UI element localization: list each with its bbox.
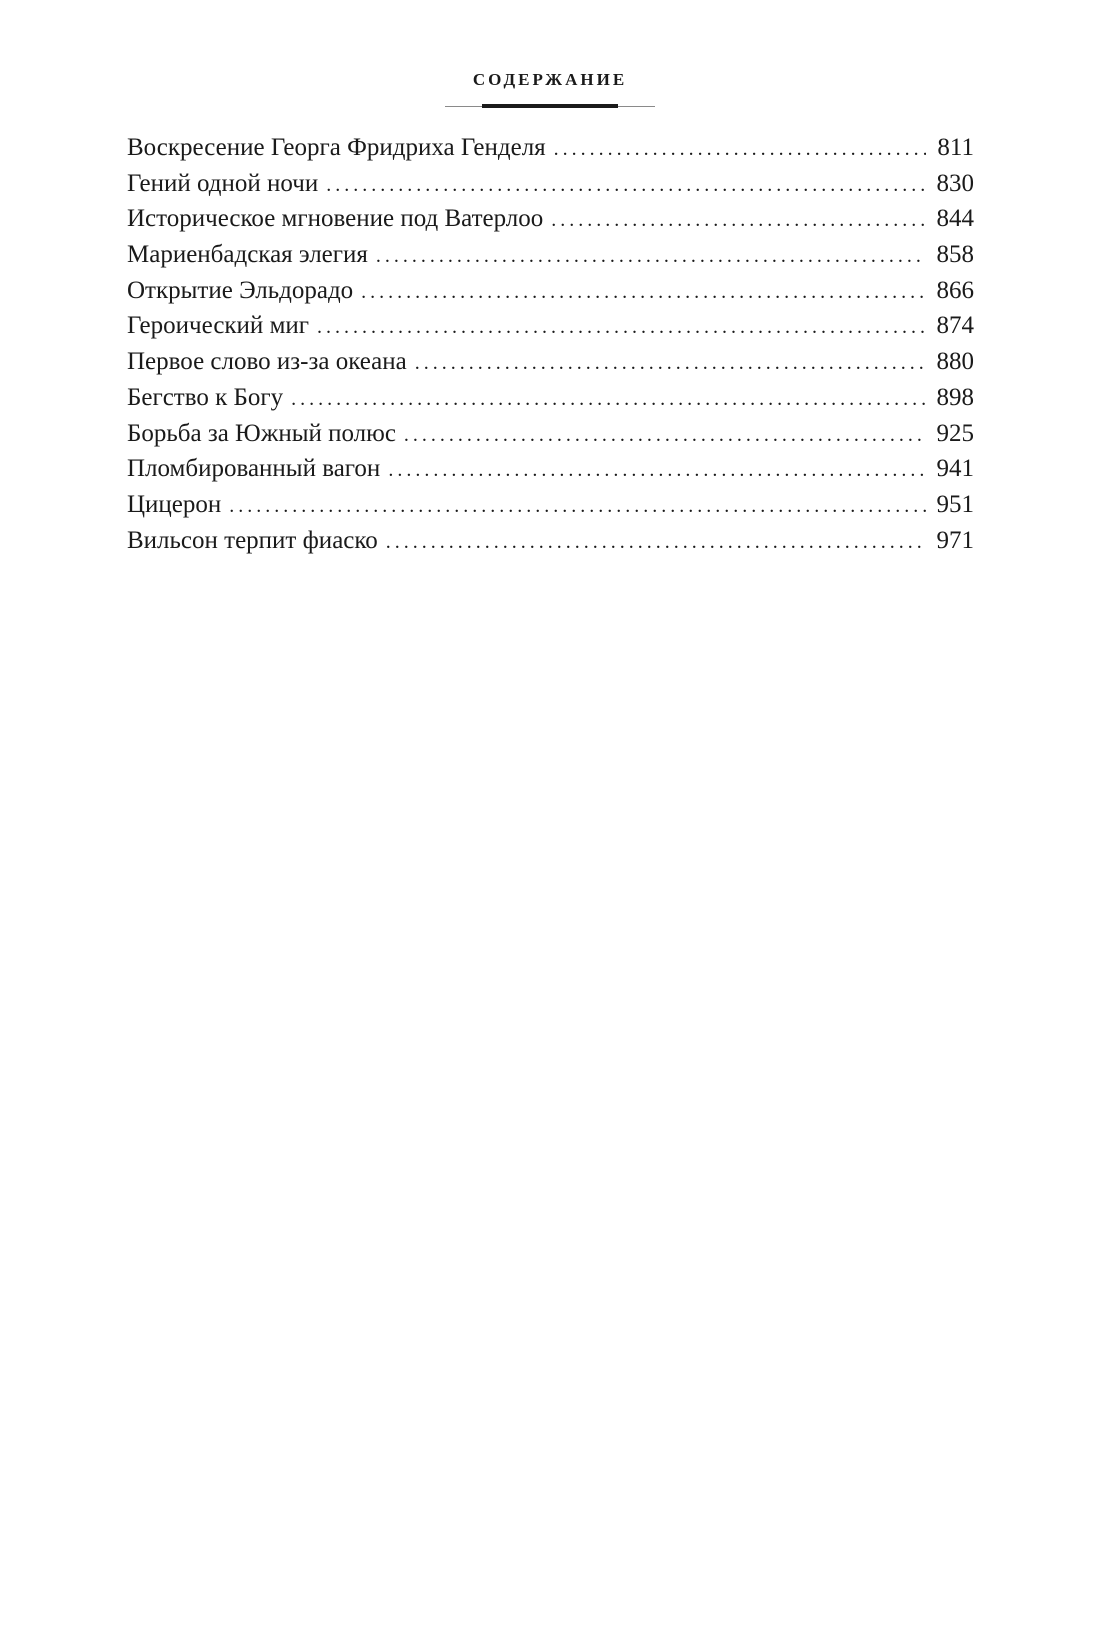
toc-entry-title: Мариенбадская элегия — [127, 241, 368, 269]
toc-entry[interactable] — [127, 348, 974, 384]
toc-entry-title: Воскресение Георга Фридриха Генделя — [127, 134, 546, 161]
toc-entry-page: 898 — [936, 383, 974, 411]
toc-entry-title: Бегство к Богу — [127, 383, 284, 411]
toc-dot-leader — [554, 138, 926, 161]
toc-entry-title: Историческое мгновение под Ватерлоо — [127, 205, 544, 233]
toc-entry-title: Пломбированный вагон — [127, 455, 381, 483]
toc-entry-title: Цицерон — [127, 490, 222, 518]
toc-entry-page: 951 — [936, 490, 974, 518]
toc-entry[interactable] — [127, 277, 974, 313]
toc-dot-leader — [404, 424, 926, 447]
page-title: СОДЕРЖАНИЕ — [472, 70, 628, 89]
toc-entry-page: 874 — [936, 312, 974, 340]
toc-dot-leader — [376, 245, 926, 268]
toc-entry-page: 941 — [936, 455, 974, 483]
toc-entry[interactable] — [127, 491, 974, 527]
toc-entry-page: 858 — [936, 241, 974, 269]
toc-dot-leader — [551, 209, 926, 232]
toc-entry[interactable] — [127, 420, 974, 456]
toc-entry-page: 866 — [936, 276, 974, 304]
toc-entry[interactable] — [127, 455, 974, 491]
toc-entry-title: Гений одной ночи — [127, 169, 319, 197]
toc-entry[interactable] — [127, 384, 974, 420]
toc-entry-title: Борьба за Южный полюс — [127, 419, 396, 447]
toc-entry-page: 971 — [936, 526, 974, 554]
page-header — [0, 70, 1100, 90]
toc-entry-page: 880 — [936, 348, 974, 376]
toc-dot-leader — [317, 316, 926, 339]
toc-entry-page: 811 — [937, 134, 974, 161]
toc-dot-leader — [326, 174, 926, 197]
toc-entry-page: 844 — [936, 205, 974, 233]
toc-entry[interactable] — [127, 241, 974, 277]
table-of-contents — [127, 134, 974, 562]
toc-entry[interactable] — [127, 527, 974, 563]
toc-dot-leader — [415, 352, 926, 375]
toc-dot-leader — [291, 388, 926, 411]
header-rule-thick — [482, 104, 618, 108]
toc-entry-title: Вильсон терпит фиаско — [127, 526, 378, 554]
toc-entry-title: Открытие Эльдорадо — [127, 276, 354, 304]
toc-entry-title: Первое слово из-за океана — [127, 348, 407, 376]
toc-entry-page: 925 — [936, 419, 974, 447]
toc-dot-leader — [388, 459, 926, 482]
toc-dot-leader — [386, 531, 926, 554]
toc-entry[interactable] — [127, 170, 974, 206]
toc-entry[interactable] — [127, 205, 974, 241]
toc-dot-leader — [361, 281, 926, 304]
toc-entry[interactable] — [127, 312, 974, 348]
toc-entry[interactable] — [127, 134, 974, 170]
toc-entry-title: Героический миг — [127, 312, 310, 340]
toc-dot-leader — [229, 495, 926, 518]
toc-entry-page: 830 — [936, 169, 974, 197]
